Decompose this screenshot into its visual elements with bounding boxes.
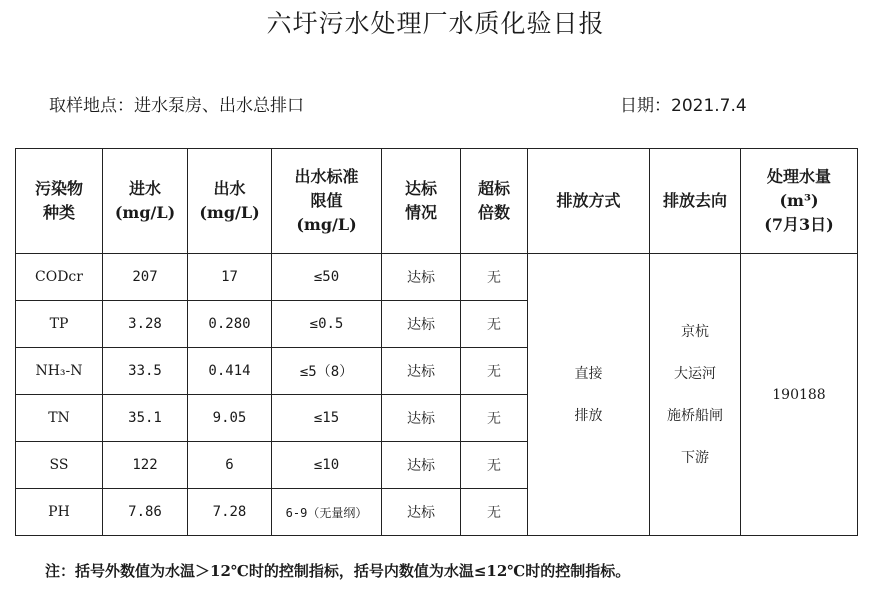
status-value: 达标 xyxy=(382,395,461,442)
effluent-value: 9.05 xyxy=(188,395,272,442)
header-exceed: 超标 倍数 xyxy=(461,149,528,254)
exceed-value: 无 xyxy=(461,442,528,489)
influent-value: 3.28 xyxy=(103,301,188,348)
status-value: 达标 xyxy=(382,489,461,536)
header-influent: 进水 (mg/L) xyxy=(103,149,188,254)
limit-value: ≤10 xyxy=(272,442,382,489)
header-effluent: 出水 (mg/L) xyxy=(188,149,272,254)
report-date: 日期：2021.7.4 xyxy=(620,96,747,116)
pollutant-name: SS xyxy=(16,442,103,489)
influent-value: 122 xyxy=(103,442,188,489)
treated-volume: 190188 xyxy=(741,254,858,536)
effluent-value: 17 xyxy=(188,254,272,301)
influent-value: 33.5 xyxy=(103,348,188,395)
exceed-value: 无 xyxy=(461,301,528,348)
effluent-value: 0.414 xyxy=(188,348,272,395)
effluent-value: 6 xyxy=(188,442,272,489)
limit-value: ≤0.5 xyxy=(272,301,382,348)
water-quality-table xyxy=(15,148,858,536)
limit-value: ≤5（8） xyxy=(272,348,382,395)
footnote: 注：括号外数值为水温＞12℃时的控制指标，括号内数值为水温≤12℃时的控制指标。 xyxy=(45,562,631,580)
influent-value: 35.1 xyxy=(103,395,188,442)
discharge-dest-cell: 京杭 大运河 施桥船闸 下游 xyxy=(650,254,741,536)
pollutant-name: NH₃-N xyxy=(16,348,103,395)
influent-value: 7.86 xyxy=(103,489,188,536)
report-title: 六圩污水处理厂水质化验日报 xyxy=(266,9,605,38)
header-row xyxy=(16,149,858,254)
discharge-method-cell: 直接 排放 xyxy=(528,254,650,536)
exceed-value: 无 xyxy=(461,395,528,442)
header-volume: 处理水量 (m³) (7月3日) xyxy=(741,149,858,254)
limit-value: ≤50 xyxy=(272,254,382,301)
status-value: 达标 xyxy=(382,442,461,489)
header-pollutant: 污染物 种类 xyxy=(16,149,103,254)
pollutant-name: PH xyxy=(16,489,103,536)
exceed-value: 无 xyxy=(461,489,528,536)
limit-value: ≤15 xyxy=(272,395,382,442)
status-value: 达标 xyxy=(382,254,461,301)
header-discharge-method: 排放方式 xyxy=(528,149,650,254)
status-value: 达标 xyxy=(382,301,461,348)
effluent-value: 7.28 xyxy=(188,489,272,536)
header-limit: 出水标准 限值 (mg/L) xyxy=(272,149,382,254)
status-value: 达标 xyxy=(382,348,461,395)
header-status: 达标 情况 xyxy=(382,149,461,254)
table-row xyxy=(16,254,858,301)
exceed-value: 无 xyxy=(461,254,528,301)
pollutant-name: TP xyxy=(16,301,103,348)
exceed-value: 无 xyxy=(461,348,528,395)
header-discharge-dest: 排放去向 xyxy=(650,149,741,254)
effluent-value: 0.280 xyxy=(188,301,272,348)
influent-value: 207 xyxy=(103,254,188,301)
sampling-location: 取样地点：进水泵房、出水总排口 xyxy=(49,96,304,116)
pollutant-name: CODcr xyxy=(16,254,103,301)
limit-value: 6-9（无量纲） xyxy=(272,489,382,536)
pollutant-name: TN xyxy=(16,395,103,442)
